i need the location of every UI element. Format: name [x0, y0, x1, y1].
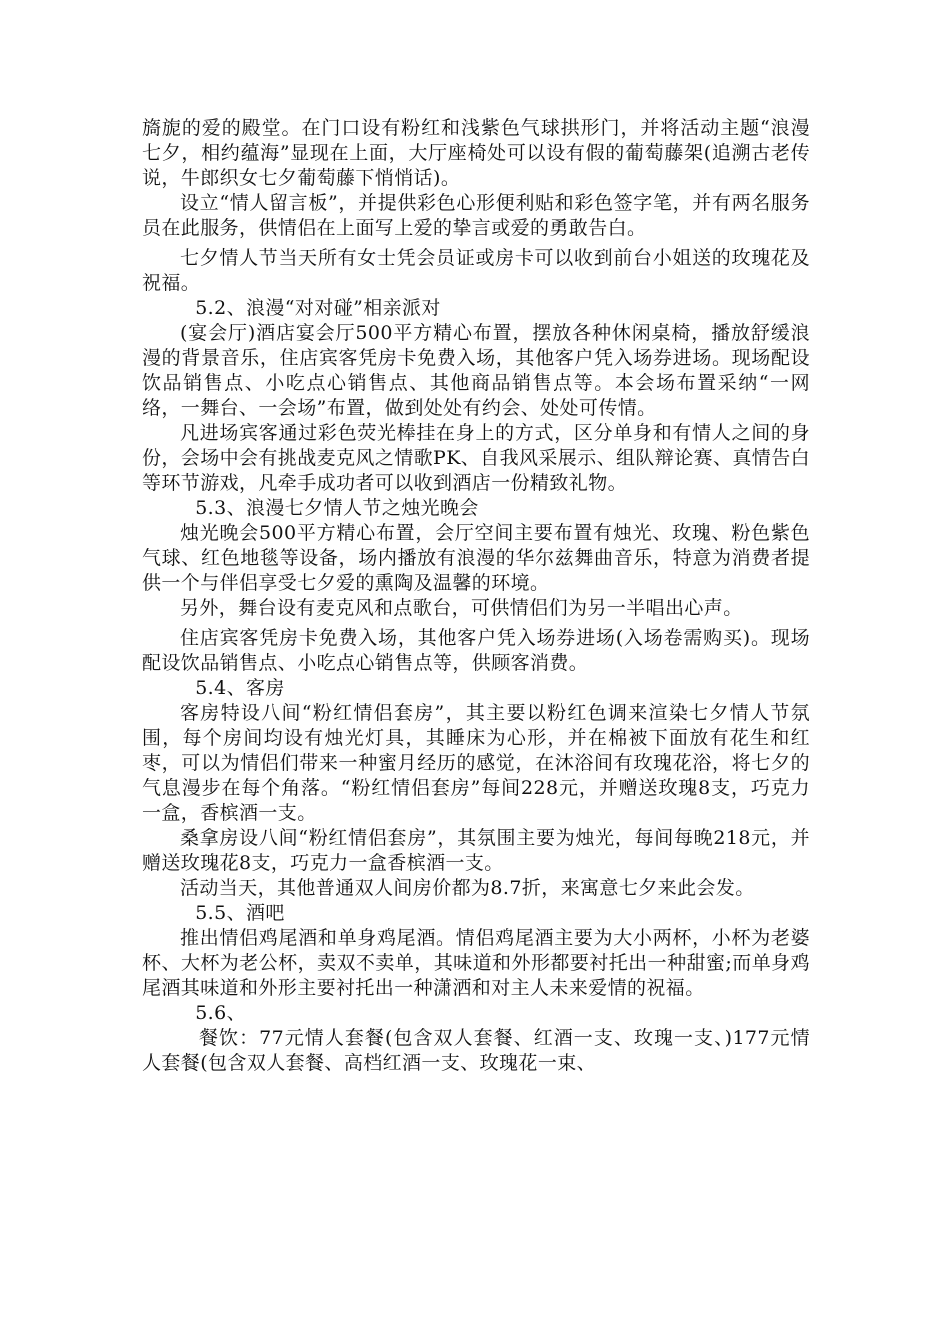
- section-heading-5-6: 5.6、: [195, 1002, 247, 1024]
- paragraph-dining-packages: 餐饮：77元情人套餐(包含双人套餐、红酒一支、玫瑰一支、)177元情人套餐(包含双人套餐、高档红酒一支、玫瑰花一束、: [142, 1027, 810, 1074]
- paragraph-cocktails: 推出情侣鸡尾酒和单身鸡尾酒。情侣鸡尾酒主要为大小两杯，小杯为老婆杯、大杯为老公杯，卖双不卖单，其味道和外形都要衬托出一种甜蜜;而单身鸡尾酒其味道和外形主要衬托出一种潇洒和对主人未来爱情的祝福。: [142, 927, 810, 999]
- paragraph-glow-stick: 凡进场宾客通过彩色荧光棒挂在身上的方式，区分单身和有情人之间的身份，会场中会有挑战麦克风之情歌PK、自我风采展示、组队辩论赛、真情告白等环节游戏，凡牵手成功者可以收到酒店一份精致礼物。: [142, 422, 810, 494]
- section-heading-5-4: 5.4、客房: [195, 677, 285, 699]
- section-heading-5-3: 5.3、浪漫七夕情人节之烛光晚会: [195, 497, 479, 519]
- section-heading-5-2: 5.2、浪漫“对对碰”相亲派对: [195, 297, 441, 319]
- paragraph-hall-decoration: 旖旎的爱的殿堂。在门口设有粉红和浅紫色气球拱形门，并将活动主题“浪漫七夕，相约蕴海”显现在上面，大厅座椅处可以设有假的葡萄藤架(追溯古老传说，牛郎织女七夕葡萄藤下悄悄话)。: [142, 117, 810, 189]
- paragraph-room-discount: 活动当天，其他普通双人间房价都为8.7折，来寓意七夕来此会发。: [180, 877, 755, 899]
- paragraph-stage-microphone: 另外，舞台设有麦克风和点歌台，可供情侣们为另一半唱出心声。: [180, 597, 743, 619]
- paragraph-rose-gift: 七夕情人节当天所有女士凭会员证或房卡可以收到前台小姐送的玫瑰花及祝福。: [142, 247, 810, 294]
- paragraph-candlelight-party: 烛光晚会500平方精心布置，会厅空间主要布置有烛光、玫瑰、粉色紫色气球、红色地毯等设备，场内播放有浪漫的华尔兹舞曲音乐，特意为消费者提供一个与伴侣享受七夕爱的熏陶及温馨的环境。: [142, 522, 810, 594]
- paragraph-banquet-hall: (宴会厅)酒店宴会厅500平方精心布置，摆放各种休闲桌椅，播放舒缓浪漫的背景音乐，住店宾客凭房卡免费入场，其他客户凭入场券进场。现场配设饮品销售点、小吃点心销售点、其他商品销售点等。本会场布置采纳“一网络，一舞台、一会场”布置，做到处处有约会、处处可传情。: [142, 322, 810, 419]
- paragraph-pink-suites: 客房特设八间“粉红情侣套房”，其主要以粉红色调来渲染七夕情人节氛围，每个房间均设有烛光灯具，其睡床为心形，并在棉被下面放有花生和红枣，可以为情侣们带来一种蜜月经历的感觉，在沐浴间有玫瑰花浴，将七夕的气息漫步在每个角落。“粉红情侣套房”每间228元，并赠送玫瑰8支，巧克力一盒，香槟酒一支。: [142, 702, 810, 824]
- paragraph-entry-tickets: 住店宾客凭房卡免费入场，其他客户凭入场券进场(入场卷需购买)。现场配设饮品销售点、小吃点心销售点等，供顾客消费。: [142, 627, 810, 674]
- document-body: [142, 116, 810, 1076]
- paragraph-message-board: 设立“情人留言板”，并提供彩色心形便利贴和彩色签字笔，并有两名服务员在此服务，供情侣在上面写上爱的挚言或爱的勇敢告白。: [142, 192, 810, 239]
- section-heading-5-5: 5.5、酒吧: [195, 902, 285, 924]
- paragraph-sauna-rooms: 桑拿房设八间“粉红情侣套房”，其氛围主要为烛光，每间每晚218元，并赠送玫瑰花8支，巧克力一盒香槟酒一支。: [142, 827, 810, 874]
